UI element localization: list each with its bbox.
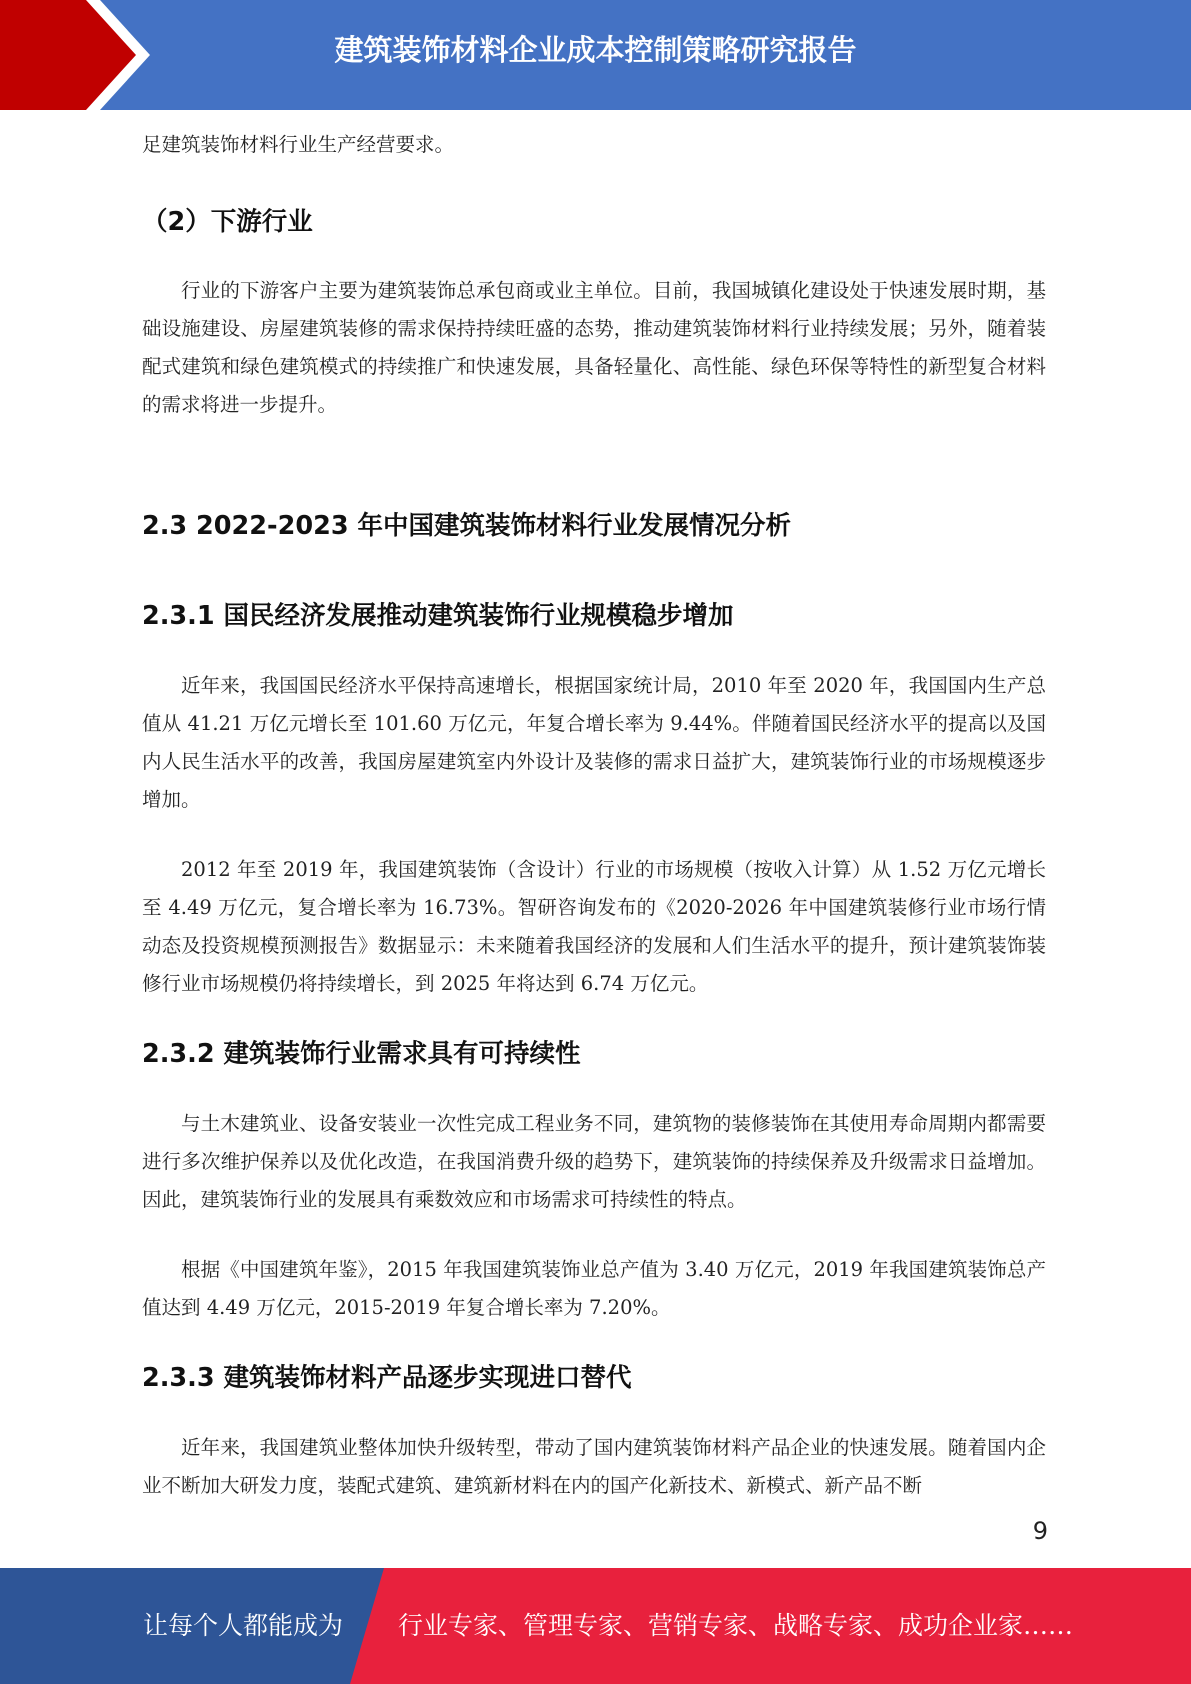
heading-downstream: （2）下游行业 xyxy=(142,207,313,237)
chevron-arrow-icon xyxy=(0,0,160,110)
heading-section-2-3-2: 2.3.2 建筑装饰行业需求具有可持续性 xyxy=(142,1039,581,1069)
heading-section-2-3-3: 2.3.3 建筑装饰材料产品逐步实现进口替代 xyxy=(142,1363,632,1393)
heading-section-2-3-1: 2.3.1 国民经济发展推动建筑装饰行业规模稳步增加 xyxy=(142,601,734,631)
page-header xyxy=(0,0,1191,110)
page-footer xyxy=(0,1568,1191,1684)
paragraph-2-3-1-a: 近年来，我国国民经济水平保持高速增长，根据国家统计局，2010 年至 2020 年，我国国内生产总值从 41.21 万亿元增长至 101.60 万亿元，年复合增长率为 9.44%。伴随着国民经济水平的提高以及国内人民生活水平的改善，我国房屋建筑室内外设计及装修的需求日益扩大，建筑装饰行业的市场规模逐步增加。 xyxy=(142,674,1046,811)
heading-section-2-3: 2.3 2022-2023 年中国建筑装饰材料行业发展情况分析 xyxy=(142,511,791,541)
footer-slogan-left: 让每个人都能成为 xyxy=(143,1611,344,1640)
paragraph-downstream: 行业的下游客户主要为建筑装饰总承包商或业主单位。目前，我国城镇化建设处于快速发展时期，基础设施建设、房屋建筑装修的需求保持持续旺盛的态势，推动建筑装饰材料行业持续发展；另外，随着装配式建筑和绿色建筑模式的持续推广和快速发展，具备轻量化、高性能、绿色环保等特性的新型复合材料的需求将进一步提升。 xyxy=(142,279,1046,416)
paragraph-2-3-2-b: 根据《中国建筑年鉴》，2015 年我国建筑装饰业总产值为 3.40 万亿元，2019 年我国建筑装饰总产值达到 4.49 万亿元，2015-2019 年复合增长率为 7.20%。 xyxy=(142,1258,1046,1319)
footer-slogan-right: 行业专家、管理专家、营销专家、战略专家、成功企业家…… xyxy=(398,1611,1074,1640)
paragraph-2-3-1-b: 2012 年至 2019 年，我国建筑装饰（含设计）行业的市场规模（按收入计算）从 1.52 万亿元增长至 4.49 万亿元，复合增长率为 16.73%。智研咨询发布的《2020-2026 年中国建筑装修行业市场行情动态及投资规模预测报告》数据显示：未来随着我国经济的发展和人们生活水平的提升，预计建筑装饰装修行业市场规模仍将持续增长，到 2025 年将达到 6.74 万亿元。 xyxy=(142,858,1046,995)
paragraph-2-3-3-a: 近年来，我国建筑业整体加快升级转型，带动了国内建筑装饰材料产品企业的快速发展。随着国内企业不断加大研发力度，装配式建筑、建筑新材料在内的国产化新技术、新模式、新产品不断 xyxy=(142,1436,1046,1497)
continuation-text: 足建筑装饰材料行业生产经营要求。 xyxy=(142,133,455,156)
report-title: 建筑装饰材料企业成本控制策略研究报告 xyxy=(334,33,857,67)
paragraph-2-3-2-a: 与土木建筑业、设备安装业一次性完成工程业务不同，建筑物的装修装饰在其使用寿命周期内都需要进行多次维护保养以及优化改造，在我国消费升级的趋势下，建筑装饰的持续保养及升级需求日益增加。因此，建筑装饰行业的发展具有乘数效应和市场需求可持续性的特点。 xyxy=(142,1112,1046,1211)
page-number: 9 xyxy=(1032,1517,1048,1545)
